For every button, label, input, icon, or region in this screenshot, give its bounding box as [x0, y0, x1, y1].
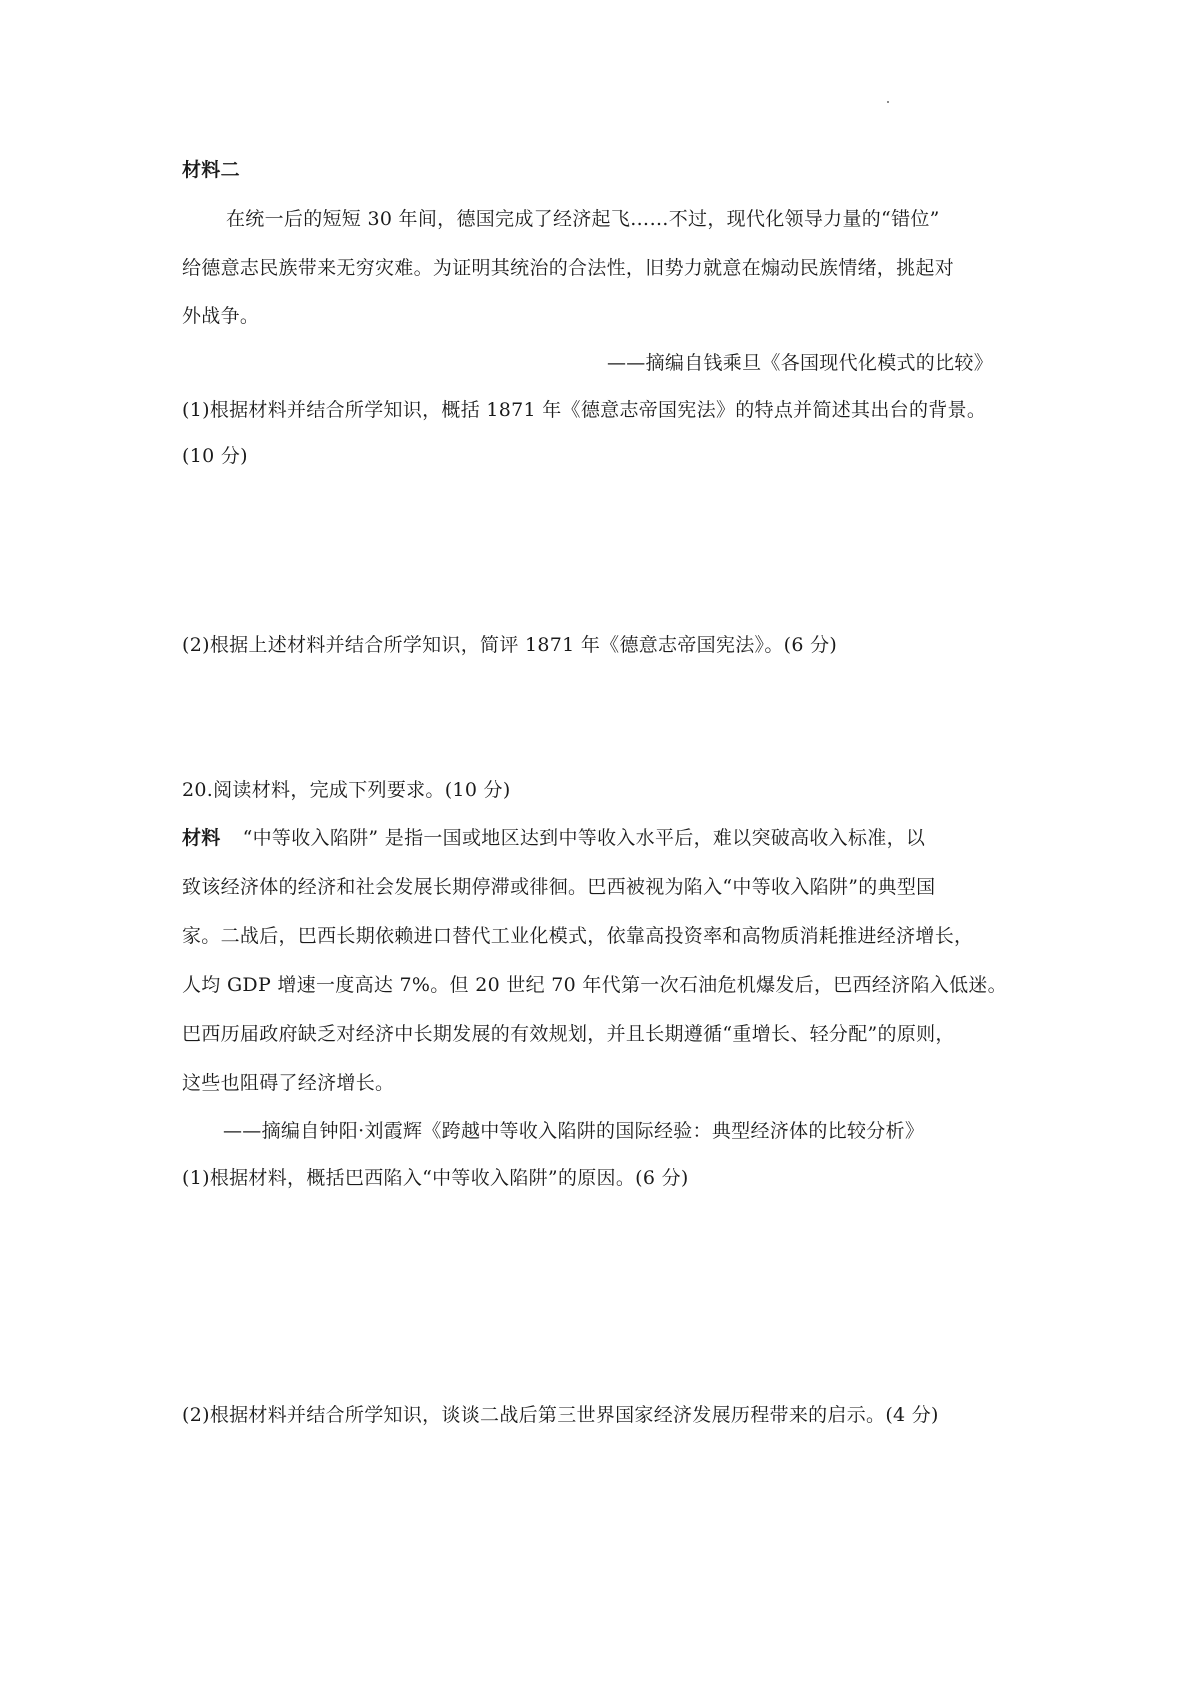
question-20-material-line-3: 家。二战后，巴西长期依赖进口替代工业化模式，依靠高投资率和高物质消耗推进经济增长，: [182, 925, 974, 947]
question-20-attribution: ——摘编自钟阳·刘霞辉《跨越中等收入陷阱的国际经验：典型经济体的比较分析》: [223, 1120, 925, 1142]
material-2-text-line-3: 外战争。: [182, 305, 260, 327]
question-20-material-line-4: 人均 GDP 增速一度高达 7%。但 20 世纪 70 年代第一次石油危机爆发后，巴西经济陷入低迷。: [182, 974, 1007, 996]
material-2-attribution: ——摘编自钱乘旦《各国现代化模式的比较》: [607, 352, 994, 374]
question-19-1-points: (10 分): [182, 445, 248, 467]
scan-speck: [887, 101, 889, 103]
material-2-heading: 材料二: [182, 159, 240, 181]
question-20-material-line-2: 致该经济体的经济和社会发展长期停滞或徘徊。巴西被视为陷入“中等收入陷阱”的典型国: [182, 876, 936, 898]
question-19-1-prompt: (1)根据材料并结合所学知识，概括 1871 年《德意志帝国宪法》的特点并简述其出台的背景。: [182, 399, 987, 421]
question-20-1-prompt: (1)根据材料，概括巴西陷入“中等收入陷阱”的原因。(6 分): [182, 1167, 689, 1189]
material-2-text-line-1: 在统一后的短短 30 年间，德国完成了经济起飞……不过，现代化领导力量的“错位”: [226, 208, 940, 230]
question-20-material-line-5: 巴西历届政府缺乏对经济中长期发展的有效规划，并且长期遵循“重增长、轻分配”的原则，: [182, 1023, 955, 1045]
question-20-material-line-1: [182, 825, 925, 851]
question-20-2-prompt: (2)根据材料并结合所学知识，谈谈二战后第三世界国家经济发展历程带来的启示。(4 分): [182, 1404, 939, 1426]
material-2-text-line-2: 给德意志民族带来无穷灾难。为证明其统治的合法性，旧势力就意在煽动民族情绪，挑起对: [182, 257, 955, 279]
material-label: 材料: [182, 827, 221, 849]
question-20-material-line-6: 这些也阻碍了经济增长。: [182, 1072, 395, 1094]
material-text-first: “中等收入陷阱” 是指一国或地区达到中等收入水平后，难以突破高收入标准，以: [242, 827, 926, 849]
question-20-title: 20.阅读材料，完成下列要求。(10 分): [182, 779, 511, 801]
question-19-2-prompt: (2)根据上述材料并结合所学知识，简评 1871 年《德意志帝国宪法》。(6 分): [182, 634, 838, 656]
